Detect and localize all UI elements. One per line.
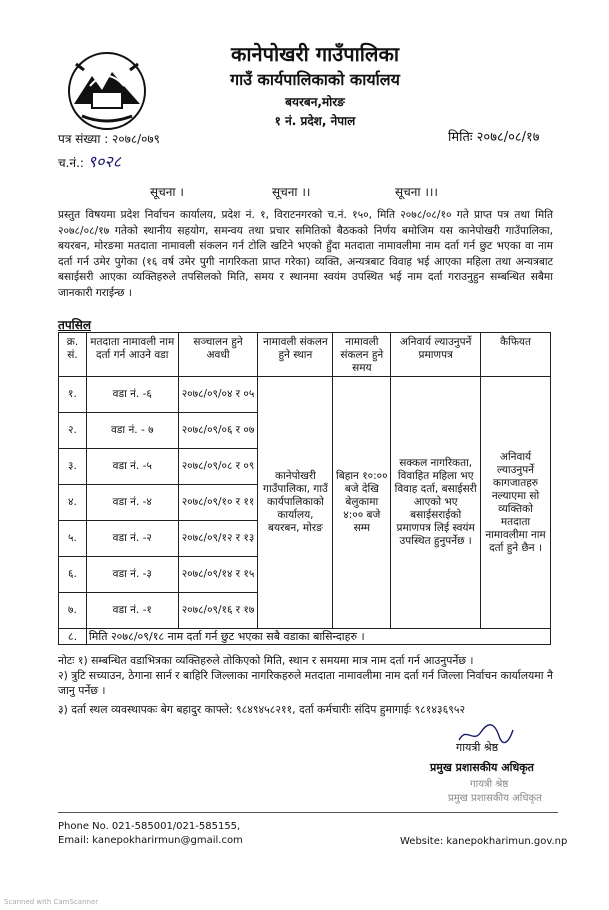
row-sn: ५. [59,521,87,557]
scanner-watermark: Scanned with CamScanner [4,898,99,906]
stamp-name: गायत्री श्रेष्ठ [470,779,509,790]
row-period: २०७८/०९/१४ र १५ [178,557,258,593]
table-row [59,377,551,413]
challan-number [58,150,121,172]
notice-body: प्रस्तुत विषयमा प्रदेश निर्वाचन कार्यालय, प्रदेश नं. १, विराटनगरको च.नं. १५०, मिति २०७८/०८/१० गते प्राप्त पत्र तथा मिति २०७८/०८/१७ गतेको स्थानीय सहयोग, समन्वय तथा प्रचार समितिको बैठकको निर्णय बमोजिम यस कानेपोखरी गाउँपालिका, बयरबन, मोरङमा मतदाता नामावली संकलन गर्न टोलि खटिने भएको हुँदा मतदाता नामावलीमा नाम दर्ता गर्न छुट भएका वा नाम दर्ता गर्न उमेर पुगेका (१६ वर्ष उमेर पुगी नागरिकता प्राप्त गरेका) व्यक्ति, अन्यत्रबाट विवाह भई आएका महिला तथा अन्यत्रबाट बसाईसरी आएका व्यक्तिहरुले तपसिलको मिति, समय र स्थानमा स्वयंम उपस्थित भई नाम दर्ता गराउनुहुन सम्बन्धित सबैमा जानकारी गराईन्छ । [58,209,553,299]
header-remarks: कैफियत [481,333,551,377]
notice-heading-2: सूचना ।। [272,185,311,199]
remarks: अनिवार्य ल्याउनुपर्ने कागजातहरु नल्याएमा सो व्यक्तिको मतदाता नामावलीमा नाम दर्ता हुने छैन । [481,377,551,629]
header-period: सञ्चालन हुने अवधी [178,333,258,377]
collection-place: कानेपोखरी गाउँपालिका, गाउँ कार्यपालिकाको कार्यालय, बयरबन, मोरङ [258,377,333,629]
footer-divider [58,812,558,813]
challan-value: ९०२८ [87,152,122,171]
footer-website: Website: kanepokharimun.gov.np [400,836,568,847]
header-sn: क्र. सं. [59,333,87,377]
row-ward: वडा नं. -५ [86,449,178,485]
office-name: कानेपोखरी गाउँपालिका [230,42,400,66]
row-ward: वडा नं. -३ [86,557,178,593]
row-period: २०७८/०९/०६ र ०७ [178,413,258,449]
row-period: २०७८/०९/१२ र १३ [178,521,258,557]
table-footer-row [59,629,551,645]
row-period: २०७८/०९/१६ र १७ [178,593,258,629]
row-period: २०७८/०९/१० र ११ [178,485,258,521]
row-sn: ६. [59,557,87,593]
schedule-label: तपसिल [58,318,92,332]
challan-label: च.नं.: [58,156,84,170]
header-documents: अनिवार्य ल्याउनुपर्ने प्रमाणपत्र [391,333,481,377]
footer-contact [58,820,243,848]
row-ward: वडा नं. -१ [86,593,178,629]
notice-heading-1: सूचना । [150,185,184,199]
row-period: २०७८/०९/०८ र ०९ [178,449,258,485]
note-2: २) त्रुटि सच्याउन, ठेगाना सार्न र बाहिरि जिल्लाका नागरिकहरुले मतदाता नामावलीमा नाम दर्ता गर्न जिल्ला निर्वाचन कार्यालयमा नै जानु पर्नेछ । [58,669,553,697]
footer-sn: ८. [59,629,87,645]
collection-time: बिहान १०:०० बजे देखि बेलुकामा ४:०० बजे सम्म [333,377,391,629]
reference-number: पत्र संख्या : २०७८/०७९ [58,132,160,146]
notes-section [58,653,558,717]
footer-phone: Phone No. 021-585001/021-585155, [58,821,241,832]
row-sn: १. [59,377,87,413]
municipality-emblem-icon [62,46,152,136]
letter-date: मितिः २०७८/०८/१७ [448,130,540,145]
note-3: ३) दर्ता स्थल व्यवस्थापकः बेग बहादुर काफ्ले: ९८४९४५८२११, दर्ता कर्मचारीः संदिप हुमागाईः ९८१४३६९५२ [58,703,466,716]
schedule-table [58,332,551,645]
row-sn: ७. [59,593,87,629]
header-time: नामावली संकलन हुने समय [333,333,391,377]
table-header-row [59,333,551,377]
required-documents: सक्कल नागरिकता, विवाहित महिला भए विवाह दर्ता, बसाईसरी आएको भए बसाईसराईको प्रमाणपत्र लिई स्वयंम उपस्थित हुनुपर्नेछ । [391,377,481,629]
footer-text: मिति २०७८/०९/१८ नाम दर्ता गर्न छुट भएका सबै वडाका बासिन्दाहरु । [86,629,550,645]
signatory-name: गायत्री श्रेष्ठ [456,741,499,754]
notice-heading-3: सूचना ।।। [395,185,438,199]
signatory-designation: प्रमुख प्रशासकीय अधिकृत [430,761,534,774]
row-ward: वडा नं. -२ [86,521,178,557]
row-sn: २. [59,413,87,449]
row-sn: ३. [59,449,87,485]
stamp-designation: प्रमुख प्रशासकीय अधिकृत [448,793,542,804]
header-ward: मतदाता नामावली नाम दर्ता गर्न आउने वडा [86,333,178,377]
row-period: २०७८/०९/०४ र ०५ [178,377,258,413]
row-sn: ४. [59,485,87,521]
header-place: नामावली संकलन हुने स्थान [258,333,333,377]
row-ward: वडा नं. -४ [86,485,178,521]
footer-email: Email: kanepokharirmun@gmail.com [58,835,243,846]
row-ward: वडा नं. -६ [86,377,178,413]
row-ward: वडा नं. - ७ [86,413,178,449]
office-province: १ नं. प्रदेश, नेपाल [274,114,356,128]
note-1: नोटः १) सम्बन्धित वडाभित्रका व्यक्तिहरुले तोकिएको मिति, स्थान र समयमा मात्र नाम दर्ता गर्न आउनुपर्नेछ । [58,654,474,667]
office-address: बयरबन,मोरङ [285,95,345,109]
office-subtitle: गाउँ कार्यपालिकाको कार्यालय [230,70,400,89]
